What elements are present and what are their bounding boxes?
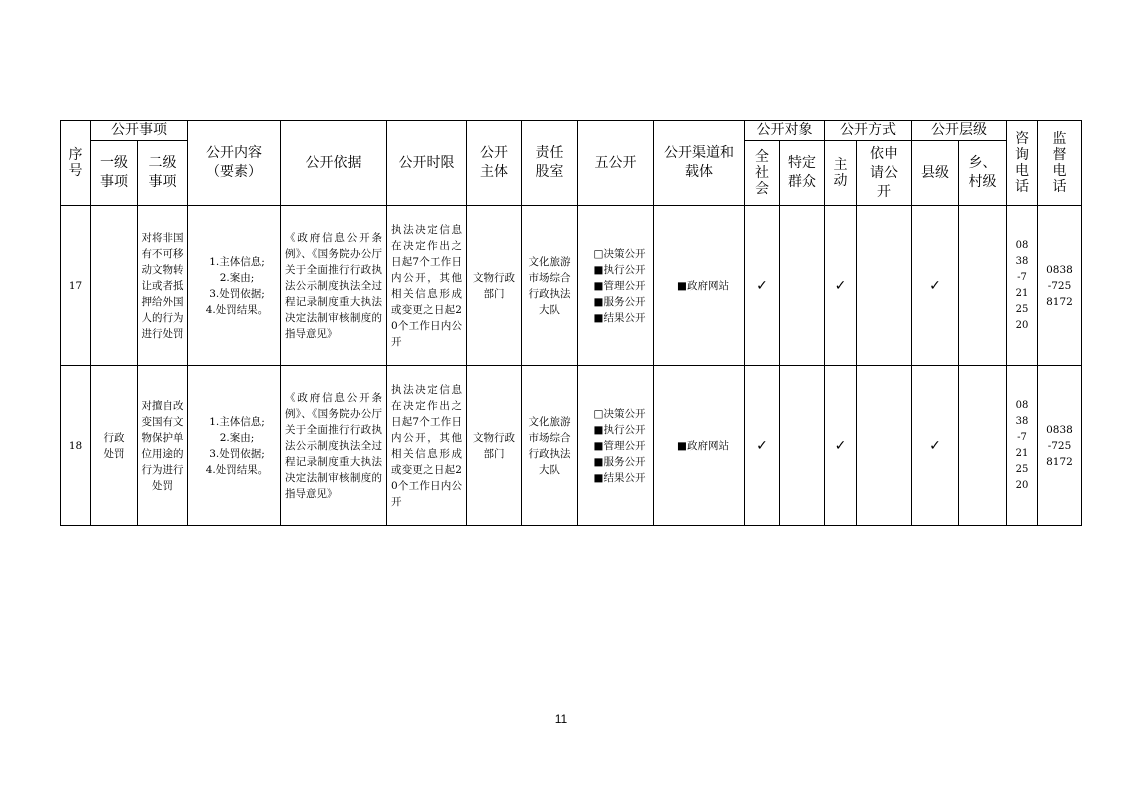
header-time-limit: 公开时限 bbox=[387, 121, 467, 206]
cell-active: ✓ bbox=[825, 366, 857, 526]
header-channel: 公开渠道和载体 bbox=[654, 121, 745, 206]
cell-seq: 18 bbox=[61, 366, 91, 526]
cell-seq: 17 bbox=[61, 206, 91, 366]
cell-township bbox=[959, 366, 1007, 526]
header-township: 乡、村级 bbox=[959, 141, 1007, 206]
cell-subject: 文物行政部门 bbox=[467, 206, 522, 366]
header-five-open: 五公开 bbox=[578, 121, 654, 206]
header-subject: 公开主体 bbox=[467, 121, 522, 206]
cell-subject: 文物行政部门 bbox=[467, 366, 522, 526]
cell-dept: 文化旅游市场综合行政执法大队 bbox=[522, 366, 578, 526]
cell-level1: 行政处罚 bbox=[91, 366, 138, 526]
cell-content: 1.主体信息; 2.案由; 3.处罚依据; 4.处罚结果。 bbox=[188, 366, 281, 526]
cell-on-request bbox=[857, 366, 912, 526]
header-content: 公开内容（要素） bbox=[188, 121, 281, 206]
cell-channel: ■政府网站 bbox=[654, 366, 745, 526]
cell-supervise: 0838 -725 8172 bbox=[1038, 206, 1082, 366]
table-row bbox=[61, 366, 1082, 526]
header-method: 公开方式 bbox=[825, 121, 912, 141]
table-row bbox=[61, 206, 1082, 366]
page-number: 11 bbox=[554, 712, 568, 726]
cell-on-request bbox=[857, 206, 912, 366]
cell-basis: 《政府信息公开条例》、《国务院办公厅关于全面推行行政执法公示制度执法全过程记录制度重大执法决定法制审核制度的指导意见》 bbox=[281, 206, 387, 366]
cell-all-society: ✓ bbox=[745, 206, 780, 366]
cell-township bbox=[959, 206, 1007, 366]
header-target: 公开对象 bbox=[745, 121, 825, 141]
cell-basis: 《政府信息公开条例》、《国务院办公厅关于全面推行行政执法公示制度执法全过程记录制度重大执法决定法制审核制度的指导意见》 bbox=[281, 366, 387, 526]
header-level: 公开层级 bbox=[912, 121, 1007, 141]
header-specific: 特定群众 bbox=[780, 141, 825, 206]
cell-five-open: □决策公开 ■执行公开 ■管理公开 ■服务公开 ■结果公开 bbox=[578, 206, 654, 366]
cell-level2: 对擅自改变国有文物保护单位用途的行为进行处罚 bbox=[138, 366, 188, 526]
cell-time-limit: 执法决定信息在决定作出之日起7个工作日内公开，其他相关信息形成或变更之日起20个工作日内公开 bbox=[387, 366, 467, 526]
header-on-request: 依申请公开 bbox=[857, 141, 912, 206]
cell-county: ✓ bbox=[912, 366, 959, 526]
cell-consult: 0838-7212520 bbox=[1007, 206, 1038, 366]
cell-specific bbox=[780, 206, 825, 366]
header-consult: 咨询电话 bbox=[1007, 121, 1038, 206]
cell-content: 1.主体信息; 2.案由; 3.处罚依据; 4.处罚结果。 bbox=[188, 206, 281, 366]
cell-specific bbox=[780, 366, 825, 526]
cell-active: ✓ bbox=[825, 206, 857, 366]
cell-county: ✓ bbox=[912, 206, 959, 366]
cell-all-society: ✓ bbox=[745, 366, 780, 526]
header-level1: 一级事项 bbox=[91, 141, 138, 206]
header-basis: 公开依据 bbox=[281, 121, 387, 206]
cell-time-limit: 执法决定信息在决定作出之日起7个工作日内公开，其他相关信息形成或变更之日起20个工作日内公开 bbox=[387, 206, 467, 366]
header-active: 主动 bbox=[825, 141, 857, 206]
cell-level1 bbox=[91, 206, 138, 366]
header-matters: 公开事项 bbox=[91, 121, 188, 141]
cell-supervise: 0838 -725 8172 bbox=[1038, 366, 1082, 526]
header-dept: 责任股室 bbox=[522, 121, 578, 206]
disclosure-table bbox=[60, 120, 1082, 526]
header-supervise: 监督电话 bbox=[1038, 121, 1082, 206]
header-county: 县级 bbox=[912, 141, 959, 206]
header-seq: 序号 bbox=[61, 121, 91, 206]
cell-channel: ■政府网站 bbox=[654, 206, 745, 366]
cell-five-open: □决策公开 ■执行公开 ■管理公开 ■服务公开 ■结果公开 bbox=[578, 366, 654, 526]
cell-level2: 对将非国有不可移动文物转让或者抵押给外国人的行为进行处罚 bbox=[138, 206, 188, 366]
header-level2: 二级事项 bbox=[138, 141, 188, 206]
header-all-society: 全社会 bbox=[745, 141, 780, 206]
cell-dept: 文化旅游市场综合行政执法大队 bbox=[522, 206, 578, 366]
cell-consult: 0838-7212520 bbox=[1007, 366, 1038, 526]
